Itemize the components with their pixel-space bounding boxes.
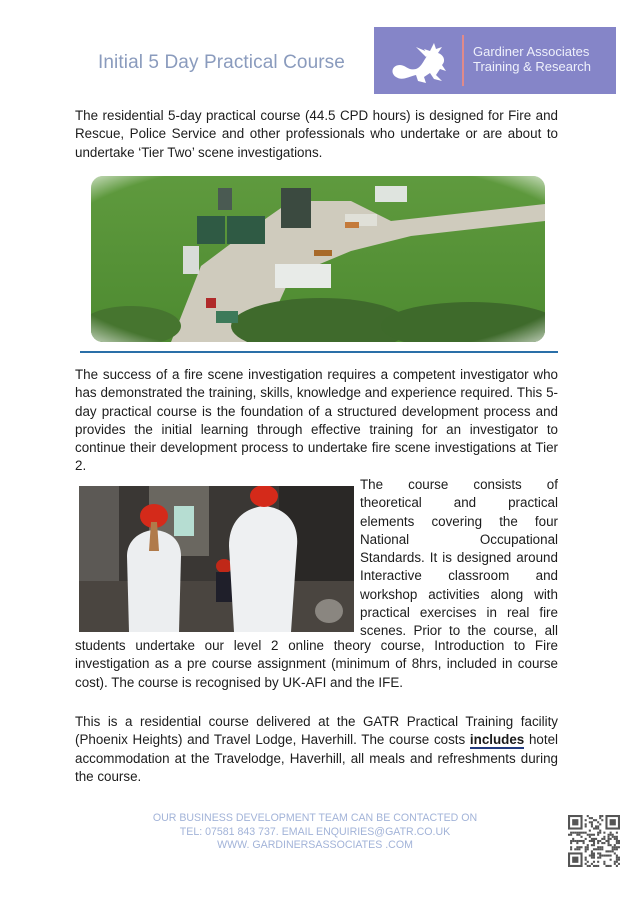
word: real — [506, 605, 530, 621]
word: classroom — [448, 568, 510, 584]
includes-emphasis: includes — [469, 732, 525, 748]
word: workshop — [360, 586, 418, 602]
word: four — [534, 513, 558, 529]
word: the — [467, 623, 487, 639]
word: It — [429, 550, 438, 566]
word: elements — [360, 513, 415, 529]
word: and — [453, 495, 477, 511]
fire-scene-investigators-photo — [79, 486, 354, 632]
company-logo — [374, 27, 616, 94]
text-line — [360, 531, 558, 549]
word: Prior — [413, 623, 442, 639]
word: practical — [508, 495, 558, 511]
text-line — [360, 476, 558, 494]
word: around — [516, 550, 558, 566]
text-line — [360, 494, 558, 512]
residential-text-end: hotel accommodation at the Travelodge, Haverhill, all meals and refreshments during the course. — [75, 732, 558, 784]
word: course, — [493, 623, 538, 639]
course-elements-continued: students undertake our level 2 online theory course, Introduction to Fire investigation as a pre course assignment (minimum of 8hrs, included in course cost). The course is recognised by UK-AFI and the IFE. — [75, 638, 558, 690]
word: Interactive — [360, 568, 422, 584]
word: fire — [539, 605, 558, 621]
dragon-icon — [386, 37, 456, 85]
footer-line-2: TEL: 07581 843 737. EMAIL ENQUIRIES@GATR.CO.UK — [179, 825, 451, 838]
word: with — [534, 586, 558, 602]
word: National — [360, 531, 410, 547]
text-line — [360, 567, 558, 585]
contact-footer — [120, 812, 510, 853]
word: activities — [428, 586, 480, 602]
footer-line-3: WWW. GARDINERSASSOCIATES .COM — [217, 839, 413, 851]
text-line — [360, 513, 558, 531]
word: theoretical — [360, 495, 422, 511]
success-paragraph: The success of a fire scene investigation requires a competent investigator who has demonstrated the training, skills, knowledge and experience required. This 5-day practical course is the foundation of a structured development process and provides the initial learning through effective training for an investigator to continue their development process to undertake fire scene investigations at Tier 2. — [75, 367, 558, 474]
word: of — [546, 477, 558, 492]
word: exercises — [419, 605, 477, 621]
footer-line-1: OUR BUSINESS DEVELOPMENT TEAM CAN BE CONTACTED ON — [152, 812, 478, 824]
logo-line-1: Gardiner Associates — [473, 44, 590, 59]
word: consists — [473, 477, 522, 492]
word: covering — [431, 513, 483, 529]
word: in — [486, 605, 497, 621]
text-line — [360, 549, 558, 567]
word: The — [360, 477, 384, 492]
intro-paragraph: The residential 5-day practical course (44.5 CPD hours) is designed for Fire and Rescue, Police Service and other professionals who undertake or are about to undertake ‘Tier Two’ scene investigations. — [75, 108, 558, 160]
course-elements-paragraph — [360, 476, 558, 641]
logo-line-2: Training & Research — [473, 59, 592, 74]
word: and — [535, 568, 558, 584]
word: Standards. — [360, 550, 425, 566]
word: designed — [456, 550, 512, 566]
residential-text-start: This is a residential course delivered at the GATR Practical Training facility (Phoenix Heights) and Travel Lodge, Haverhill. The course costs — [75, 714, 558, 748]
residential-paragraph — [75, 713, 558, 786]
section-divider — [80, 351, 558, 353]
word: scenes. — [360, 623, 407, 639]
word: Occupational — [479, 531, 558, 547]
word: course — [408, 477, 449, 492]
page-title: Initial 5 Day Practical Course — [98, 52, 345, 73]
word: all — [544, 623, 558, 639]
word: along — [490, 586, 524, 602]
aerial-facility-photo — [91, 176, 545, 342]
word: to — [449, 623, 461, 639]
word: the — [499, 513, 518, 529]
logo-divider — [462, 35, 464, 86]
text-line — [360, 586, 558, 604]
word: practical — [360, 605, 410, 621]
qr-code-icon[interactable] — [568, 815, 620, 867]
text-line — [360, 604, 558, 622]
word: is — [442, 550, 452, 566]
